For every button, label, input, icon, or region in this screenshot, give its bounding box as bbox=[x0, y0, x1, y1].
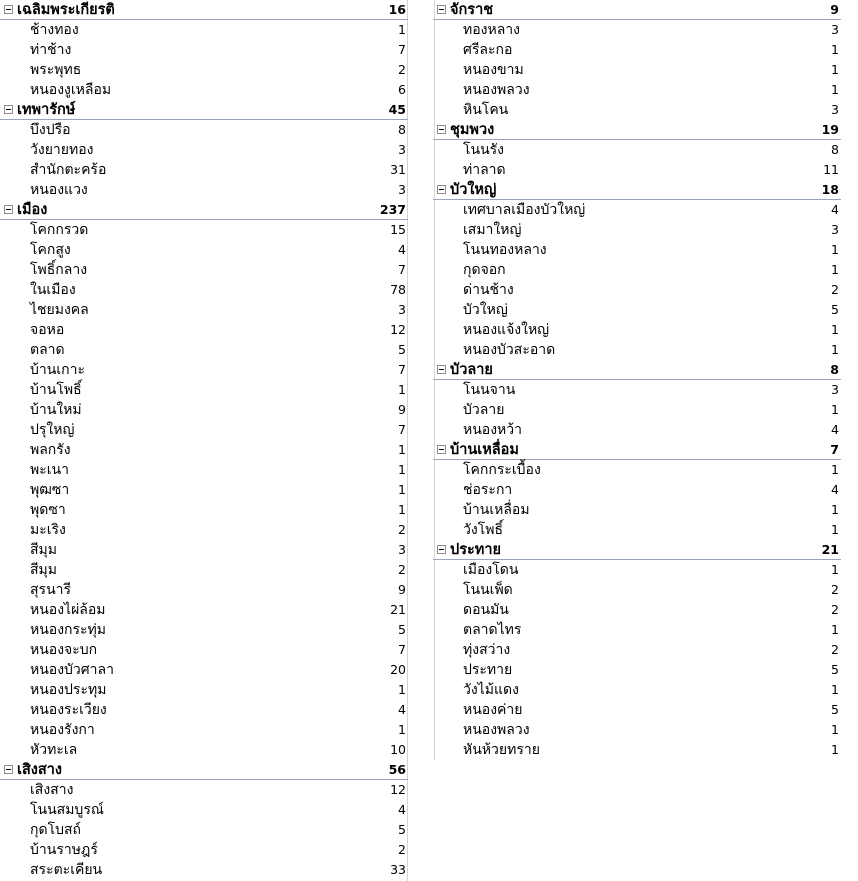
item-label: ดอนมัน bbox=[463, 602, 509, 618]
item-label: เทศบาลเมืองบัวใหญ่ bbox=[463, 202, 586, 218]
item-label: หนองพลวง bbox=[463, 82, 530, 98]
item-row bbox=[433, 500, 841, 520]
item-row bbox=[0, 560, 408, 580]
item-value: 2 bbox=[831, 282, 839, 297]
item-row bbox=[0, 180, 408, 200]
item-label: หนองแจ้งใหญ่ bbox=[463, 322, 550, 338]
item-value: 4 bbox=[398, 802, 406, 817]
item-value: 7 bbox=[398, 642, 406, 657]
item-row bbox=[433, 600, 841, 620]
item-label: บัวลาย bbox=[463, 402, 505, 418]
item-value: 15 bbox=[390, 222, 406, 237]
group-header-row bbox=[433, 440, 841, 460]
item-label: เมืองโดน bbox=[463, 562, 519, 578]
item-row bbox=[0, 820, 408, 840]
item-value: 7 bbox=[398, 362, 406, 377]
group-header-row bbox=[433, 180, 841, 200]
item-value: 3 bbox=[831, 222, 839, 237]
item-value: 3 bbox=[831, 22, 839, 37]
item-label: บ้านใหม่ bbox=[30, 402, 82, 418]
item-row bbox=[0, 840, 408, 860]
collapse-toggle-icon[interactable] bbox=[437, 125, 446, 134]
item-label: บ้านโพธิ์ bbox=[30, 382, 82, 398]
group-total: 19 bbox=[821, 122, 839, 137]
item-row bbox=[0, 520, 408, 540]
item-value: 31 bbox=[390, 162, 406, 177]
collapse-toggle-icon[interactable] bbox=[437, 365, 446, 374]
item-value: 1 bbox=[831, 322, 839, 337]
collapse-toggle-icon[interactable] bbox=[4, 5, 13, 14]
group-total: 237 bbox=[379, 202, 406, 217]
item-value: 9 bbox=[398, 582, 406, 597]
item-value: 33 bbox=[390, 862, 406, 877]
item-label: บ้านเกาะ bbox=[30, 362, 85, 378]
item-row bbox=[0, 340, 408, 360]
group-header-row bbox=[0, 100, 408, 120]
group-label: เทพารักษ์ bbox=[17, 102, 76, 118]
item-value: 2 bbox=[831, 642, 839, 657]
item-label: ตลาดไทร bbox=[463, 622, 522, 638]
item-value: 1 bbox=[398, 442, 406, 457]
group-total: 56 bbox=[388, 762, 406, 777]
item-value: 2 bbox=[398, 62, 406, 77]
item-label: บ้านเหลื่อม bbox=[463, 502, 530, 518]
item-value: 1 bbox=[398, 682, 406, 697]
item-label: โนนเพ็ด bbox=[463, 582, 513, 598]
item-label: หนองงูเหลือม bbox=[30, 82, 112, 98]
collapse-toggle-icon[interactable] bbox=[437, 445, 446, 454]
group-label: บ้านเหลื่อม bbox=[450, 442, 519, 458]
item-value: 7 bbox=[398, 422, 406, 437]
item-label: สีมุม bbox=[30, 542, 58, 558]
item-value: 1 bbox=[831, 562, 839, 577]
item-label: หนองแวง bbox=[30, 182, 88, 198]
item-label: หนองจะบก bbox=[30, 642, 98, 658]
left-column bbox=[0, 0, 408, 880]
item-label: ช่อระกา bbox=[463, 482, 513, 498]
item-value: 5 bbox=[831, 302, 839, 317]
group-label: บัวใหญ่ bbox=[450, 182, 497, 198]
item-row bbox=[0, 120, 408, 140]
item-label: หนองบัวสะอาด bbox=[463, 342, 556, 358]
item-row bbox=[0, 660, 408, 680]
item-label: โพธิ์กลาง bbox=[30, 262, 88, 278]
item-label: สีมุม bbox=[30, 562, 58, 578]
item-label: หนองบัวศาลา bbox=[30, 662, 114, 678]
item-value: 3 bbox=[831, 102, 839, 117]
item-label: ในเมือง bbox=[30, 282, 76, 298]
item-row bbox=[433, 720, 841, 740]
item-row bbox=[0, 580, 408, 600]
item-label: หนองกระทุ่ม bbox=[30, 622, 107, 638]
item-row bbox=[433, 380, 841, 400]
item-row bbox=[433, 520, 841, 540]
group-total: 18 bbox=[821, 182, 839, 197]
item-row bbox=[433, 400, 841, 420]
item-row bbox=[433, 340, 841, 360]
group-header-row bbox=[433, 120, 841, 140]
item-row bbox=[0, 260, 408, 280]
item-value: 12 bbox=[390, 782, 406, 797]
group-header-row bbox=[433, 360, 841, 380]
item-label: ปรุใหญ่ bbox=[30, 422, 75, 438]
item-row bbox=[0, 80, 408, 100]
item-value: 1 bbox=[831, 42, 839, 57]
item-value: 1 bbox=[831, 242, 839, 257]
item-value: 9 bbox=[398, 402, 406, 417]
item-label: พุฒซา bbox=[30, 482, 70, 498]
item-label: โคกกรวด bbox=[30, 222, 89, 238]
group-total: 9 bbox=[830, 2, 839, 17]
item-label: บึงปรือ bbox=[30, 122, 71, 138]
item-label: ไชยมงคล bbox=[30, 302, 89, 318]
group-label: เสิงสาง bbox=[17, 762, 62, 778]
item-row bbox=[0, 680, 408, 700]
group-total: 21 bbox=[821, 542, 839, 557]
item-row bbox=[433, 20, 841, 40]
group-label: จักราช bbox=[450, 2, 494, 18]
item-value: 1 bbox=[831, 682, 839, 697]
item-value: 78 bbox=[390, 282, 406, 297]
collapse-toggle-icon[interactable] bbox=[437, 185, 446, 194]
item-row bbox=[0, 420, 408, 440]
item-label: มะเริง bbox=[30, 522, 66, 538]
item-value: 1 bbox=[831, 342, 839, 357]
item-value: 2 bbox=[398, 842, 406, 857]
item-label: สุรนารี bbox=[30, 582, 72, 598]
item-label: หินโคน bbox=[463, 102, 509, 118]
item-label: สระตะเคียน bbox=[30, 862, 103, 878]
item-value: 5 bbox=[398, 622, 406, 637]
item-label: หนองรังกา bbox=[30, 722, 95, 738]
group-label: บัวลาย bbox=[450, 362, 493, 378]
item-value: 8 bbox=[831, 142, 839, 157]
group-header-row bbox=[0, 200, 408, 220]
item-value: 3 bbox=[398, 182, 406, 197]
item-label: พลกรัง bbox=[30, 442, 71, 458]
item-value: 4 bbox=[398, 702, 406, 717]
item-row bbox=[0, 140, 408, 160]
item-value: 5 bbox=[398, 822, 406, 837]
item-row bbox=[0, 40, 408, 60]
item-value: 5 bbox=[831, 662, 839, 677]
item-value: 12 bbox=[390, 322, 406, 337]
item-row bbox=[0, 20, 408, 40]
item-label: หนองหว้า bbox=[463, 422, 522, 438]
item-row bbox=[433, 160, 841, 180]
item-label: หนองพลวง bbox=[463, 722, 530, 738]
item-row bbox=[433, 700, 841, 720]
item-row bbox=[0, 240, 408, 260]
item-label: ตลาด bbox=[30, 342, 65, 358]
item-row bbox=[433, 680, 841, 700]
item-row bbox=[0, 300, 408, 320]
item-row bbox=[0, 600, 408, 620]
item-label: โนนสมบูรณ์ bbox=[30, 802, 104, 818]
right-column bbox=[433, 0, 841, 760]
item-value: 3 bbox=[398, 542, 406, 557]
item-row bbox=[0, 460, 408, 480]
item-value: 7 bbox=[398, 262, 406, 277]
item-row bbox=[0, 860, 408, 880]
item-value: 4 bbox=[398, 242, 406, 257]
item-value: 2 bbox=[398, 562, 406, 577]
group-header-row bbox=[0, 760, 408, 780]
item-row bbox=[0, 480, 408, 500]
group-total: 45 bbox=[388, 102, 406, 117]
item-row bbox=[433, 300, 841, 320]
item-label: หัวทะเล bbox=[30, 742, 78, 758]
item-label: โนนจาน bbox=[463, 382, 516, 398]
item-label: หนองระเวียง bbox=[30, 702, 107, 718]
item-label: เสิงสาง bbox=[30, 782, 74, 798]
item-value: 20 bbox=[390, 662, 406, 677]
item-label: วังไม้แดง bbox=[463, 682, 519, 698]
group-label: ประทาย bbox=[450, 542, 501, 558]
item-label: หนองไผ่ล้อม bbox=[30, 602, 106, 618]
collapse-toggle-icon[interactable] bbox=[4, 105, 13, 114]
item-row bbox=[433, 220, 841, 240]
item-label: โคกสูง bbox=[30, 242, 71, 258]
item-label: ช้างทอง bbox=[30, 22, 79, 38]
item-row bbox=[0, 540, 408, 560]
item-label: ด่านช้าง bbox=[463, 282, 514, 298]
item-value: 5 bbox=[831, 702, 839, 717]
item-label: ท่าช้าง bbox=[30, 42, 72, 58]
item-row bbox=[0, 380, 408, 400]
item-label: กุดจอก bbox=[463, 262, 506, 278]
item-value: 3 bbox=[398, 142, 406, 157]
group-header-row bbox=[433, 540, 841, 560]
item-value: 1 bbox=[398, 482, 406, 497]
item-row bbox=[0, 280, 408, 300]
item-row bbox=[0, 780, 408, 800]
item-label: พะเนา bbox=[30, 462, 69, 478]
item-row bbox=[433, 620, 841, 640]
item-row bbox=[433, 320, 841, 340]
item-value: 21 bbox=[390, 602, 406, 617]
item-label: โคกกระเบื้อง bbox=[463, 462, 541, 478]
item-row bbox=[433, 660, 841, 680]
group-header-row bbox=[0, 0, 408, 20]
item-row bbox=[433, 280, 841, 300]
item-value: 5 bbox=[398, 342, 406, 357]
item-label: โนนทองหลาง bbox=[463, 242, 547, 258]
item-label: หนองขาม bbox=[463, 62, 524, 78]
item-row bbox=[0, 220, 408, 240]
item-value: 1 bbox=[831, 502, 839, 517]
group-total: 16 bbox=[388, 2, 406, 17]
item-value: 1 bbox=[831, 722, 839, 737]
item-row bbox=[0, 320, 408, 340]
item-row bbox=[0, 700, 408, 720]
item-label: วังยายทอง bbox=[30, 142, 94, 158]
item-value: 4 bbox=[831, 422, 839, 437]
item-value: 6 bbox=[398, 82, 406, 97]
item-label: ประทาย bbox=[463, 662, 513, 678]
item-row bbox=[433, 240, 841, 260]
group-label: ชุมพวง bbox=[450, 122, 495, 138]
item-label: พุดซา bbox=[30, 502, 66, 518]
item-row bbox=[433, 580, 841, 600]
item-value: 2 bbox=[398, 522, 406, 537]
item-label: ทุ่งสว่าง bbox=[463, 642, 511, 658]
item-row bbox=[433, 460, 841, 480]
item-label: ท่าลาด bbox=[463, 162, 506, 178]
item-row bbox=[0, 400, 408, 420]
item-value: 1 bbox=[398, 722, 406, 737]
item-value: 8 bbox=[398, 122, 406, 137]
item-value: 7 bbox=[398, 42, 406, 57]
item-value: 2 bbox=[831, 602, 839, 617]
item-label: เสมาใหญ่ bbox=[463, 222, 522, 238]
item-row bbox=[0, 160, 408, 180]
group-header-row bbox=[433, 0, 841, 20]
item-row bbox=[433, 260, 841, 280]
collapse-toggle-icon[interactable] bbox=[437, 545, 446, 554]
item-row bbox=[0, 640, 408, 660]
item-row bbox=[0, 60, 408, 80]
item-value: 2 bbox=[831, 582, 839, 597]
item-row bbox=[0, 800, 408, 820]
item-row bbox=[0, 440, 408, 460]
item-row bbox=[433, 200, 841, 220]
item-value: 4 bbox=[831, 202, 839, 217]
item-value: 1 bbox=[831, 262, 839, 277]
item-label: วังโพธิ์ bbox=[463, 522, 503, 538]
item-label: หันห้วยทราย bbox=[463, 742, 540, 758]
item-row bbox=[0, 720, 408, 740]
item-label: บัวใหญ่ bbox=[463, 302, 508, 318]
item-value: 1 bbox=[398, 462, 406, 477]
item-label: หนองค่าย bbox=[463, 702, 523, 718]
item-row bbox=[433, 80, 841, 100]
item-label: พระพุทธ bbox=[30, 62, 82, 78]
item-row bbox=[433, 560, 841, 580]
item-value: 10 bbox=[390, 742, 406, 757]
item-row bbox=[0, 740, 408, 760]
item-value: 1 bbox=[831, 742, 839, 757]
item-row bbox=[433, 100, 841, 120]
collapse-toggle-icon[interactable] bbox=[4, 765, 13, 774]
collapse-toggle-icon[interactable] bbox=[4, 205, 13, 214]
item-label: กุดโบสถ์ bbox=[30, 822, 81, 838]
item-value: 1 bbox=[831, 82, 839, 97]
item-value: 3 bbox=[831, 382, 839, 397]
item-label: หนองประทุม bbox=[30, 682, 107, 698]
item-value: 1 bbox=[831, 62, 839, 77]
item-row bbox=[433, 480, 841, 500]
item-row bbox=[0, 620, 408, 640]
item-label: จอหอ bbox=[30, 322, 65, 338]
group-label: เมือง bbox=[17, 202, 48, 218]
item-value: 1 bbox=[398, 382, 406, 397]
item-value: 3 bbox=[398, 302, 406, 317]
item-row bbox=[433, 40, 841, 60]
item-row bbox=[433, 60, 841, 80]
item-value: 1 bbox=[398, 502, 406, 517]
item-row bbox=[433, 740, 841, 760]
collapse-toggle-icon[interactable] bbox=[437, 5, 446, 14]
group-label: เฉลิมพระเกียรติ bbox=[17, 2, 115, 18]
item-label: ศรีละกอ bbox=[463, 42, 513, 58]
item-value: 1 bbox=[831, 402, 839, 417]
item-row bbox=[433, 640, 841, 660]
item-row bbox=[0, 360, 408, 380]
item-row bbox=[433, 420, 841, 440]
item-value: 4 bbox=[831, 482, 839, 497]
item-value: 1 bbox=[831, 462, 839, 477]
item-value: 11 bbox=[823, 162, 839, 177]
group-total: 7 bbox=[830, 442, 839, 457]
group-total: 8 bbox=[830, 362, 839, 377]
item-row bbox=[433, 140, 841, 160]
item-label: โนนรัง bbox=[463, 142, 505, 158]
item-label: ทองหลาง bbox=[463, 22, 520, 38]
item-row bbox=[0, 500, 408, 520]
item-value: 1 bbox=[398, 22, 406, 37]
item-label: บ้านราษฎร์ bbox=[30, 842, 98, 858]
item-value: 1 bbox=[831, 622, 839, 637]
item-label: สำนักตะคร้อ bbox=[30, 162, 107, 178]
item-value: 1 bbox=[831, 522, 839, 537]
